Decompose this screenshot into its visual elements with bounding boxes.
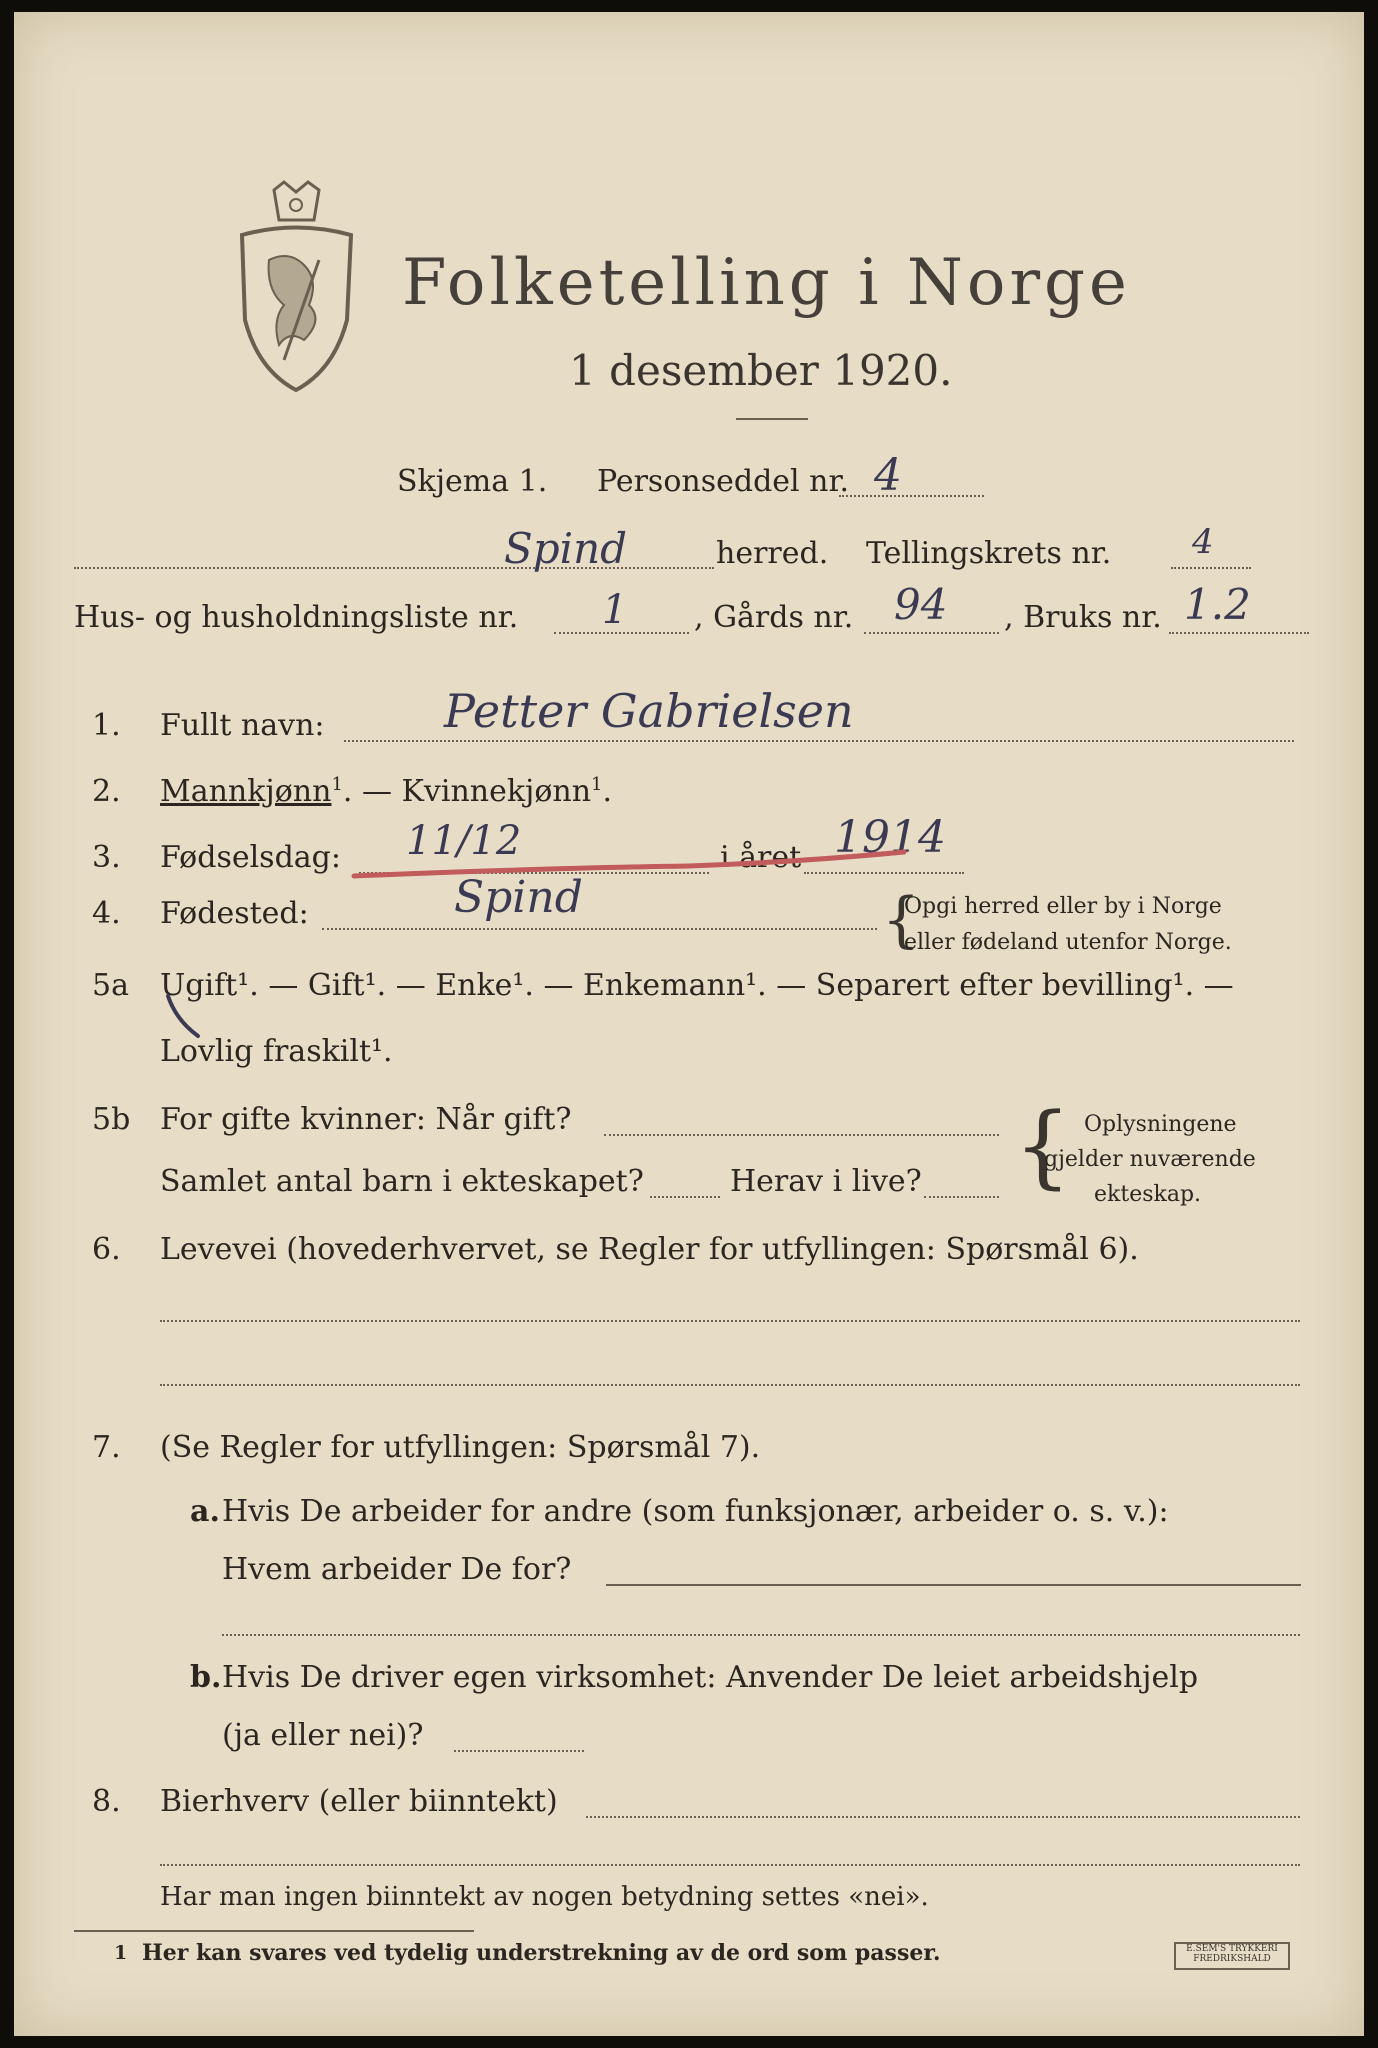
- tellingskrets-field[interactable]: [1171, 567, 1251, 569]
- q5a-options-line2[interactable]: Lovlig fraskilt¹.: [160, 1034, 393, 1069]
- q4-value: Spind: [454, 872, 583, 923]
- herred-value: Spind: [504, 524, 628, 573]
- tellingskrets-label: Tellingskrets nr.: [866, 536, 1112, 571]
- personseddel-value: 4: [874, 450, 902, 501]
- coat-of-arms-icon: [234, 180, 359, 400]
- q5a-number: 5a: [92, 968, 129, 1003]
- q3-label: Fødselsdag:: [160, 840, 341, 875]
- herred-label: herred.: [716, 536, 829, 571]
- q5b-children-field[interactable]: [650, 1196, 720, 1198]
- q7a-field-2[interactable]: [222, 1634, 1300, 1636]
- q5b-note-line2: gjelder nuværende: [1044, 1147, 1256, 1172]
- q1-label: Fullt navn:: [160, 708, 325, 743]
- footnote-text: Her kan svares ved tydelig understrekning av de ord som passer.: [142, 1940, 941, 1966]
- q2-end: .: [602, 774, 613, 809]
- q6-number: 6.: [92, 1232, 121, 1267]
- q3-number: 3.: [92, 840, 121, 875]
- q8-number: 8.: [92, 1784, 121, 1819]
- q5b-note-line1: Oplysningene: [1084, 1112, 1237, 1137]
- q8-label: Bierhverv (eller biinntekt): [160, 1784, 558, 1819]
- bruks-field[interactable]: [1169, 632, 1309, 634]
- q5b-when-field[interactable]: [604, 1134, 999, 1136]
- q2-sep: . —: [342, 774, 402, 809]
- q3-day-value: 11/12: [406, 818, 522, 864]
- form-date: 1 desember 1920.: [569, 346, 953, 395]
- tellingskrets-value: 4: [1192, 522, 1214, 562]
- q6-field-1[interactable]: [160, 1320, 1300, 1322]
- q2-sup-2: 1: [591, 774, 603, 795]
- q5b-note-brace: {: [1014, 1094, 1072, 1199]
- q1-number: 1.: [92, 708, 121, 743]
- gards-value: 94: [894, 580, 948, 629]
- q7a-line2: Hvem arbeider De for?: [222, 1552, 572, 1587]
- q5b-label1: For gifte kvinner: Når gift?: [160, 1102, 572, 1137]
- q5b-note-line3: ekteskap.: [1094, 1182, 1202, 1207]
- q1-value: Petter Gabrielsen: [444, 684, 854, 738]
- husliste-value: 1: [602, 587, 628, 633]
- q6-label: Levevei (hovederhvervet, se Regler for utfyllingen: Spørsmål 6).: [160, 1232, 1139, 1267]
- q4-note-brace: {: [882, 885, 921, 955]
- q7b-line1: Hvis De driver egen virksomhet: Anvender De leiet arbeidshjelp: [222, 1660, 1199, 1695]
- q2-sup: 1: [331, 774, 343, 795]
- q7a-letter: a.: [190, 1494, 220, 1529]
- q5b-alive-field[interactable]: [924, 1196, 999, 1198]
- q4-field[interactable]: [322, 928, 877, 930]
- q4-note-line2: eller fødeland utenfor Norge.: [904, 930, 1232, 955]
- red-pencil-stroke: [349, 844, 909, 884]
- q5b-label3: Herav i live?: [730, 1164, 922, 1199]
- q7a-line1: Hvis De arbeider for andre (som funksjonær, arbeider o. s. v.):: [222, 1494, 1169, 1529]
- footnote-divider: [74, 1930, 474, 1932]
- q4-label: Fødested:: [160, 896, 309, 931]
- q7a-field-1[interactable]: [606, 1584, 1301, 1586]
- q1-field[interactable]: [344, 740, 1294, 742]
- personseddel-label: Personseddel nr.: [597, 464, 850, 499]
- title-divider: [736, 418, 808, 420]
- q4-note-line1: Opgi herred eller by i Norge: [904, 894, 1222, 919]
- census-form-page: [14, 12, 1364, 2036]
- q5b-number: 5b: [92, 1102, 131, 1137]
- q8-field-1[interactable]: [586, 1816, 1300, 1818]
- q8-field-2[interactable]: [160, 1864, 1300, 1866]
- footnote-number: 1: [114, 1942, 128, 1964]
- bruks-value: 1.2: [1184, 580, 1251, 629]
- q2-female-option[interactable]: Kvinnekjønn: [401, 774, 592, 809]
- q3-year-label: i året: [720, 840, 802, 875]
- printer-stamp: [1174, 1942, 1290, 1970]
- form-title: Folketelling i Norge: [402, 246, 1131, 320]
- bruks-label: , Bruks nr.: [1004, 600, 1162, 635]
- gards-field[interactable]: [864, 632, 999, 634]
- q7-label: (Se Regler for utfyllingen: Spørsmål 7).: [160, 1430, 761, 1465]
- q7b-letter: b.: [190, 1660, 222, 1695]
- gards-label: , Gårds nr.: [694, 600, 854, 635]
- footer-note: Har man ingen biinntekt av nogen betydning settes «nei».: [160, 1882, 929, 1912]
- printer-stamp-line1: E.SEM'S TRYKKERI: [1186, 1944, 1278, 1954]
- q5a-options[interactable]: Ugift¹. — Gift¹. — Enke¹. — Enkemann¹. — Separert efter bevilling¹. —: [160, 968, 1234, 1003]
- q7b-field[interactable]: [454, 1750, 584, 1752]
- q5b-label2: Samlet antal barn i ekteskapet?: [160, 1164, 644, 1199]
- q6-field-2[interactable]: [160, 1384, 1300, 1386]
- q7b-line2: (ja eller nei)?: [222, 1718, 424, 1753]
- schema-label: Skjema 1.: [397, 464, 548, 499]
- q2-options: [160, 774, 612, 809]
- husliste-label: Hus- og husholdningsliste nr.: [74, 600, 519, 635]
- printer-stamp-line2: FREDRIKSHALD: [1193, 1954, 1271, 1964]
- q3-year-value: 1914: [834, 812, 946, 863]
- q2-male-option[interactable]: Mannkjønn: [160, 774, 332, 809]
- q4-number: 4.: [92, 896, 121, 931]
- personseddel-field[interactable]: [839, 495, 984, 497]
- q2-number: 2.: [92, 774, 121, 809]
- q7-number: 7.: [92, 1430, 121, 1465]
